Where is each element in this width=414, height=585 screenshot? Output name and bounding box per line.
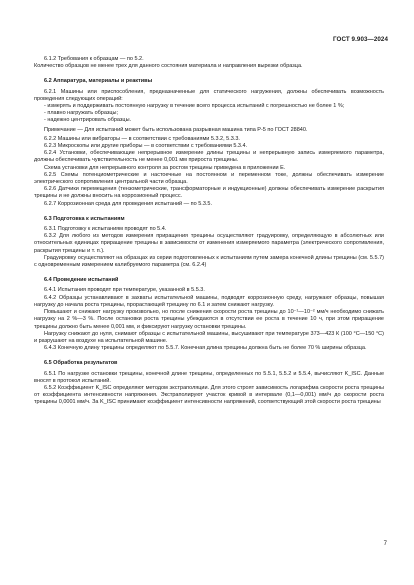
paragraph: 6.3.1 Подготовку к испытаниям проводят по 5.4.	[44, 226, 167, 233]
paragraph: 6.2.3 Микроскопы или другие приборы — в соответствии с требованиями 5.3.4.	[44, 143, 248, 150]
paragraph: 6.4.3 Конечную длину трещины определяют по 5.5.7. Конечная длина трещины должна быть не более 70 % ширины образца.	[44, 345, 367, 352]
paragraph: 6.4.2 Образцы устанавливают в захваты испытательной машины, подводят коррозионную среду, нагружают образцы, повышая нагрузку до начала роста трещины, прорастающей трещину по 6.1 и затем снижают нагрузку.	[34, 294, 384, 308]
paragraph: 6.5.2 Коэффициент K_ISC определяют методом экстраполяции. Для этого строят зависимость логарифма скорости роста трещины от коэффициента интенсивности напряжения. Экстраполируют участок кривой в интервале (0,1—0,001) мм/ч до скорости роста трещины 0,0001 мм/ч. За K_ISC принимают коэффициент интенсивности напряжений, соответствующий этой скорости роста трещины	[34, 384, 384, 406]
paragraph: 6.5.1 По нагрузке остановки трещины, конечной длине трещины, определенных по 5.5.1, 5.5.2 и 5.5.4, вычисляют K_ISC. Данные вносят в протокол испытаний.	[34, 370, 384, 384]
section-heading: 6.2 Аппаратура, материалы и реактивы	[44, 78, 153, 85]
paragraph: 6.2.4 Установки, обеспечивающие непрерывное измерение длины трещины и непрерывную запись измеряемого параметра, должны обеспечивать чувствительность не менее 0,001 мм прироста трещины.	[34, 150, 384, 164]
paragraph: 6.2.1 Машины или приспособления, предназначенные для статического нагружения, должны обеспечивать возможность проведения следующих операций:	[34, 88, 384, 102]
paragraph: Градуировку осуществляют на образцах из серии подготовленных к испытаниям путем замера конечной длины трещины (см. 5.5.7) с одновременным измерением калибруемого параметра (см. 6.2.4)	[34, 254, 384, 269]
list-item: - измерять и поддерживать постоянную нагрузку в течение всего процесса испытаний с погрешностью не более 1 %;	[44, 103, 345, 110]
paragraph: 6.1.2 Требования к образцам — по 5.2.	[44, 56, 144, 62]
paragraph: 6.2.2 Машины или вибраторы — в соответствии с требованиями 5.3.2, 5.3.3.	[44, 135, 240, 142]
document-body	[34, 56, 384, 407]
list-item: - плавно нагружать образцы;	[44, 110, 119, 117]
paragraph: 6.3.2 Для любого из методов измерения приращения трещины осуществляют градуировку, определяющую в абсолютных или относительных единицах приращение трещины в зависимости от изменения измеряемого параметра (электрического сопротивления, раскрытия трещины и т. п.).	[34, 233, 384, 254]
paragraph: 6.2.7 Коррозионная среда для проведения испытаний — по 5.3.5.	[44, 200, 213, 207]
paragraph: Схема установки для непрерывного контроля за ростом трещины приведена в приложении Е.	[44, 164, 286, 171]
page-number: 7	[383, 541, 387, 547]
paragraph: 6.2.6 Датчики перемещения (тензометрические, трансформаторные и индукционные) должны обеспечивать измерение раскрытия трещины и не должны вносить на коррозионный процесс.	[34, 186, 384, 200]
section-heading: 6.3 Подготовка к испытаниям	[44, 215, 125, 222]
section-heading: 6.4 Проведение испытаний	[44, 277, 119, 284]
paragraph: 6.4.1 Испытания проводят при температуре, указанной в 5.5.3.	[44, 287, 205, 294]
standard-header: ГОСТ 9.903—2024	[333, 36, 388, 43]
paragraph: Количество образцов не менее трех для данного состояния материала и направления вырезки образца.	[34, 63, 303, 70]
section-heading: 6.5 Обработка результатов	[44, 360, 118, 367]
paragraph: Повышают и снижают нагрузку произвольно, но после снижения скорости роста трещины до 10⁻¹—10⁻² мм/ч необходимо снижать нагрузку на 2 %—3 %. После остановки роста трещины убеждаются в отсутствии ее роста в течение 10 ч, при этом приращение трещины должно быть менее 0,001 мм, и фиксируют нагрузку остановки трещины.	[34, 309, 384, 330]
list-item: - надежно центрировать образцы.	[44, 117, 132, 124]
paragraph: 6.2.5 Схемы потенциометрические и настоечные на постоянном и переменном токе, должны обеспечивать измерение электрического сопротивления центральной части образца.	[34, 171, 384, 186]
paragraph: Нагрузку снижают до нуля, снимают образцы с испытательной машины, высушивают при температуре 373—423 К (100 °С—150 °С) и разрушают на воздухе на испытательной машине.	[34, 330, 384, 344]
note: Примечание — Для испытаний может быть использована разрывная машина типа Р-5 по ГОСТ 28840.	[44, 126, 308, 133]
